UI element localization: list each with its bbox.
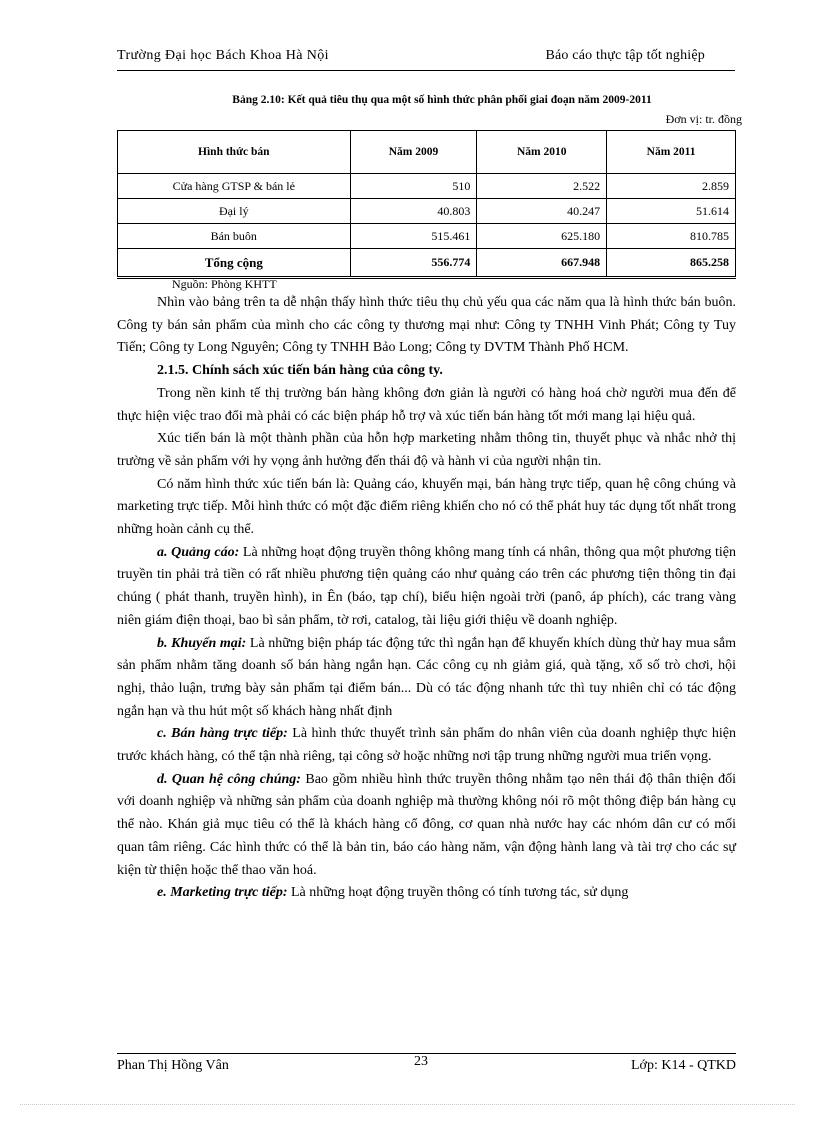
cell-2011: 2.859	[607, 174, 736, 199]
table-total-row	[118, 249, 736, 278]
cell-2009: 515.461	[350, 224, 477, 249]
paragraph: Trong nền kinh tế thị trường bán hàng không đơn giản là người có hàng hoá chờ người mua đến để thực hiện việc trao đổi mà phải có các biện pháp hỗ trợ và xúc tiến bán hàng tốt mới mang lại hiệu quả.	[117, 385, 736, 424]
col-header-method: Hình thức bán	[118, 131, 351, 174]
footer-author: Phan Thị Hồng Vân	[117, 1058, 229, 1073]
header-report-title: Báo cáo thực tập tốt nghiệp	[545, 48, 705, 63]
cell-total-2010: 667.948	[477, 249, 607, 278]
label-promotion: b. Khuyến mại:	[157, 635, 247, 651]
label-public-relations: d. Quan hệ công chúng:	[157, 771, 301, 787]
cell-2011: 810.785	[607, 224, 736, 249]
paragraph: Nhìn vào bảng trên ta dễ nhận thấy hình thức tiêu thụ chủ yếu qua các năm qua là hình thức bán buôn. Công ty bán sản phẩm của mình cho các công ty thương mại như: Công ty TNHH Vinh Phát; Công ty Tuy Tiến; Công ty Long Nguyên; Công ty TNHH Bảo Long; Công ty DVTM Thành Phố HCM.	[117, 295, 736, 356]
table-row	[118, 174, 736, 199]
table-header-row	[118, 131, 736, 174]
cell-total-label: Tổng cộng	[118, 249, 351, 278]
cell-2009: 510	[350, 174, 477, 199]
cell-method: Đại lý	[118, 199, 351, 224]
text-public-relations: Bao gồm nhiều hình thức truyền thông nhằm tạo nên thái độ thân thiện đối với doanh nghiệp và những sản phẩm của doanh nghiệp mà thường không nói rõ một thông điệp bán hàng cụ thể nào. Khán giả mục tiêu có thể là khách hàng cổ đông, cơ quan nhà nước hay các nhóm dân cư có mối quan tâm riêng. Các hình thức có thể là bản tin, báo cáo hàng năm, vận động hành lang và tài trợ cho các sự kiện từ thiện hoặc thể thao văn hoá.	[117, 771, 737, 878]
cell-total-2011: 865.258	[607, 249, 736, 278]
table-row	[118, 224, 736, 249]
footer-class: Lớp: K14 - QTKD	[631, 1058, 736, 1073]
cell-2010: 40.247	[477, 199, 607, 224]
section-heading: 2.1.5. Chính sách xúc tiến bán hàng của công ty.	[157, 363, 443, 379]
page-header	[117, 46, 735, 71]
paragraph-public-relations	[117, 769, 736, 883]
label-advertising: a. Quảng cáo:	[157, 544, 240, 560]
cell-2010: 2.522	[477, 174, 607, 199]
table-row	[118, 199, 736, 224]
col-header-2011: Năm 2011	[607, 131, 736, 174]
cell-2009: 40.803	[350, 199, 477, 224]
table-source: Nguồn: Phòng KHTT	[172, 277, 277, 291]
paragraph-advertising	[117, 542, 736, 633]
cell-method: Cửa hàng GTSP & bán lẻ	[118, 174, 351, 199]
table-caption: Bảng 2.10: Kết quả tiêu thụ qua một số hình thức phân phối giai đoạn năm 2009-2011	[232, 94, 652, 106]
page-edge-divider	[20, 1104, 795, 1105]
text-direct-marketing: Là những hoạt động truyền thông có tính tương tác, sử dụng	[287, 885, 629, 901]
label-direct-selling: c. Bán hàng trực tiếp:	[157, 726, 288, 742]
cell-total-2009: 556.774	[350, 249, 477, 278]
page-footer	[117, 1053, 736, 1076]
cell-2010: 625.180	[477, 224, 607, 249]
text-advertising: Là những hoạt động truyền thông không mang tính cá nhân, thông qua một phương tiện truyền tin phải trả tiền có rất nhiều phương tiện quảng cáo như quảng cáo trên các phương tiện thông tin đại chúng ( phát thanh, truyền hình), in Ên (báo, tạp chí), biểu hiện ngoài trời (panô, áp phích), các trang vàng niên giám điện thoại, bao bì sản phẩm, tờ rơi, catalog, tài liệu giới thiệu về doanh nghiệp.	[117, 544, 736, 628]
text-direct-selling: Là hình thức thuyết trình sản phẩm do nhân viên của doanh nghiệp thực hiện trước khách hàng, có thể tận nhà riêng, tại công sở hoặc những nơi tập trung những người mua triển vọng.	[117, 726, 736, 765]
paragraph-promotion	[117, 633, 736, 724]
paragraph: Xúc tiến bán là một thành phần của hỗn hợp marketing nhằm thông tin, thuyết phục và nhắc nhở thị trường về sản phẩm với hy vọng ảnh hưởng đến thái độ và hành vi của người nhận tin.	[117, 431, 736, 469]
page-number: 23	[414, 1054, 428, 1069]
table-unit: Đơn vị: tr. đồng	[665, 112, 742, 126]
cell-2011: 51.614	[607, 199, 736, 224]
paragraph: Có năm hình thức xúc tiến bán là: Quảng cáo, khuyến mại, bán hàng trực tiếp, quan hệ công chúng và marketing trực tiếp. Mỗi hình thức có một đặc điểm riêng khiến cho nó có thể phát huy tác dụng tốt nhất trong những hoàn cảnh cụ thể.	[117, 476, 736, 538]
paragraph-direct-selling	[117, 723, 736, 768]
text-promotion: Là những biện pháp tác động tức thì ngắn hạn để khuyến khích dùng thử hay mua sắm sản phẩm nhằm tăng doanh số bán hàng ngắn hạn. Các công cụ nh giảm giá, quà tặng, xổ số trò chơi, hội nghị, thảo luận, trưng bày sản phẩm tại điểm bán... Dù có tác động nhanh tức thì tuy nhiên chỉ có tác động ngắn hạn và thu hút một số khách hàng nhất định	[117, 635, 736, 719]
label-direct-marketing: e. Marketing trực tiếp:	[157, 885, 288, 901]
paragraph-direct-marketing	[117, 882, 736, 905]
header-university: Trường Đại học Bách Khoa Hà Nội	[117, 48, 329, 63]
cell-method: Bán buôn	[118, 224, 351, 249]
col-header-2009: Năm 2009	[350, 131, 477, 174]
col-header-2010: Năm 2010	[477, 131, 607, 174]
sales-table	[117, 130, 736, 279]
body-text	[117, 292, 736, 905]
